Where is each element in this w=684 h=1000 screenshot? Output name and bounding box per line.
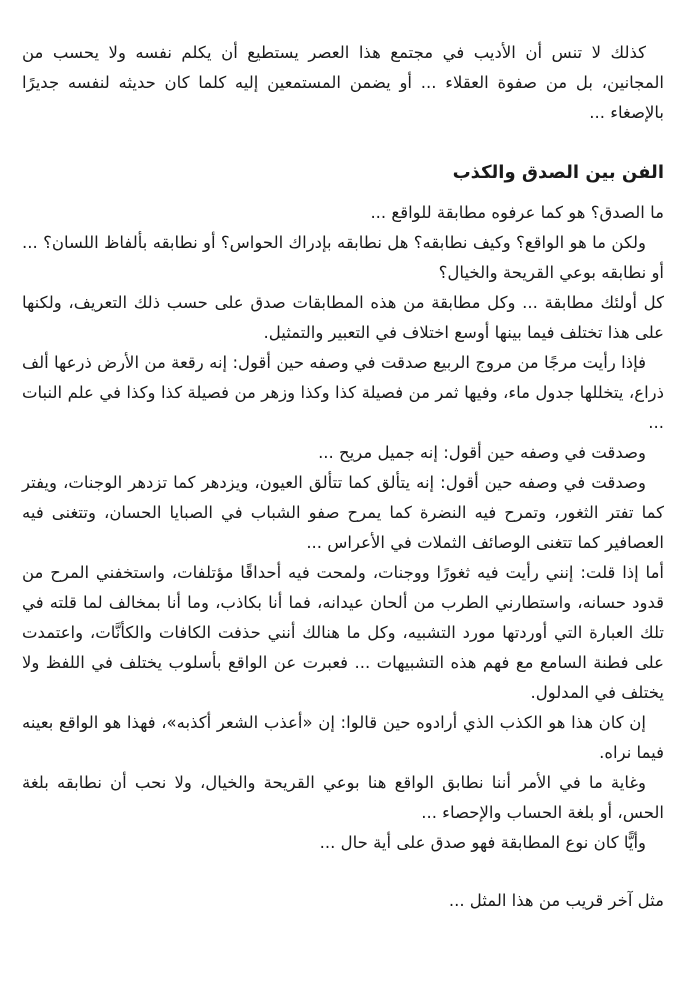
- section-heading: الفن بين الصدق والكذب: [452, 162, 664, 183]
- body-paragraph: وأيًّا كان نوع المطابقة فهو صدق على أية حال ...: [319, 833, 646, 852]
- body-paragraph: إن كان هذا هو الكذب الذي أرادوه حين قالوا: إن «أعذب الشعر أكذبه»، فهذا هو الواقع بعينه فيما نراه.: [22, 713, 664, 762]
- body-paragraph: وصدقت في وصفه حين أقول: إنه يتألق كما تتألق العيون، ويزدهر كما تزدهر الوجنات، ويفتر كما تفتر الثغور، وتمرح فيه النضرة كما يمرح صفو الشباب في الصبايا الحسان، وتتغنى فيه العصافير كما تتغنى الوصائف الثملات في الأعراس ...: [22, 473, 664, 552]
- body-paragraph: أما إذا قلت: إنني رأيت فيه ثغورًا ووجنات، ولمحت فيه أحداقًا مؤتلفات، واستخفني المرح من قدود حسانه، واستطارني الطرب من ألحان عيدانه، فما أنا بكاذب، وما أنا بمخالف لما قلته في تلك العبارة التي أوردتها مورد التشبيه، وكل ما هنالك أنني حذفت الكافات والكأنَّات، واعتمدت على فطنة السامع مع فهم هذه التشبيهات ... فعبرت عن الواقع بأسلوب يختلف في اللفظ ولا يختلف في المدلول.: [22, 563, 664, 702]
- closing-line: مثل آخر قريب من هذا المثل ...: [448, 891, 664, 910]
- body-paragraph: فإذا رأيت مرجًا من مروج الربيع صدقت في وصفه حين أقول: إنه رقعة من الأرض ذرعها ألف ذراع، يتخللها جدول ماء، وفيها ثمر من فصيلة كذا وكذا وزهر من فصيلة كذا وكذا في علم النبات ...: [22, 353, 664, 432]
- intro-paragraph: كذلك لا تنس أن الأديب في مجتمع هذا العصر يستطيع أن يكلم نفسه ولا يحسب من المجانين، بل من صفوة العقلاء ... أو يضمن المستمعين إليه كلما كان حديثه لنفسه جديرًا بالإصغاء ...: [22, 43, 664, 122]
- body-paragraph: ما الصدق؟ هو كما عرفوه مطابقة للواقع ...: [370, 203, 664, 222]
- body-paragraph: وغاية ما في الأمر أننا نطابق الواقع هنا بوعي القريحة والخيال، ولا نحب أن نطابقه بلغة الحس، أو بلغة الحساب والإحصاء ...: [22, 773, 664, 822]
- body-paragraph: وصدقت في وصفه حين أقول: إنه جميل مريح ...: [318, 443, 646, 462]
- body-paragraph: ولكن ما هو الواقع؟ وكيف نطابقه؟ هل نطابقه بإدراك الحواس؟ أو نطابقه بألفاظ اللسان؟ ... أو نطابقه بوعي القريحة والخيال؟: [22, 233, 664, 282]
- body-paragraph: كل أولئك مطابقة ... وكل مطابقة من هذه المطابقات صدق على حسب ذلك التعريف، ولكنها على هذا تختلف فيما بينها أوسع اختلاف في التعبير والتمثيل.: [22, 293, 664, 342]
